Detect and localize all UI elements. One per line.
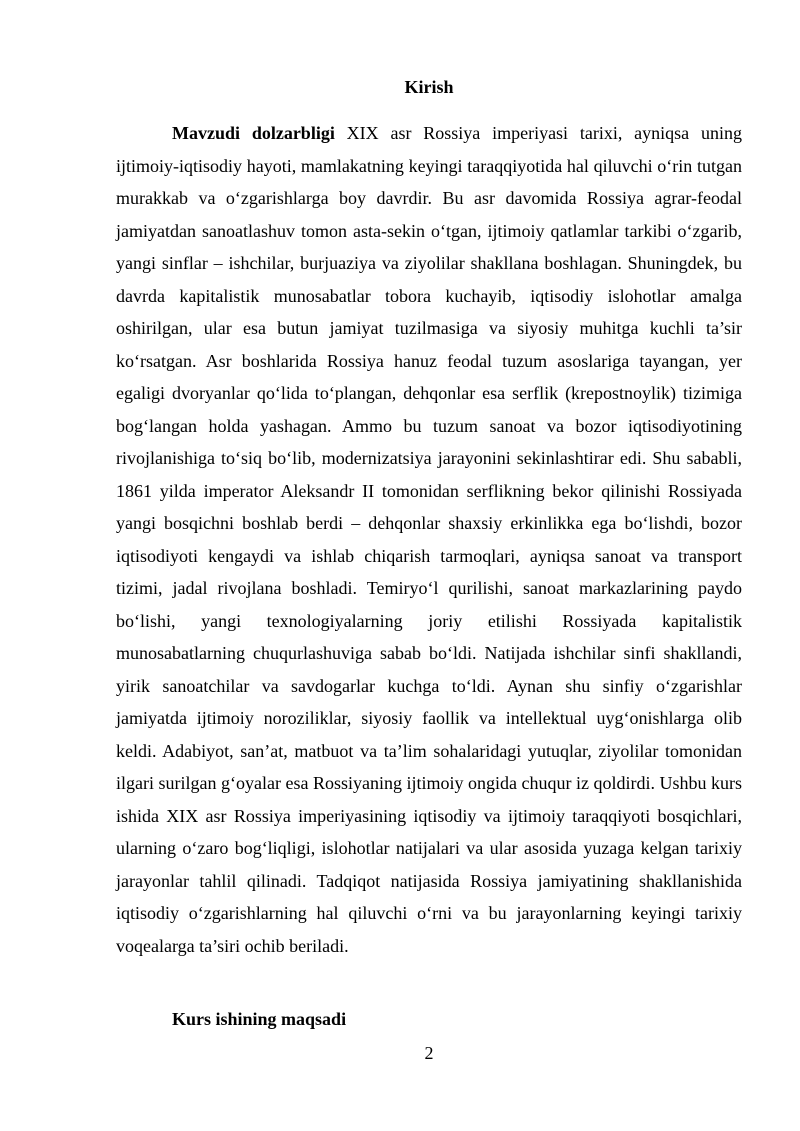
page-number: 2 (424, 1043, 434, 1063)
section-title: Kirish (404, 77, 454, 97)
paragraph-lead: Mavzudi dolzarbligi (172, 123, 335, 143)
body-paragraph (116, 117, 742, 962)
subsection-title: Kurs ishining maqsadi (172, 1009, 347, 1029)
paragraph-text: XIX asr Rossiya imperiyasi tarixi, ayniqsa uning ijtimoiy-iqtisodiy hayoti, mamlakatning keyingi taraqqiyotida hal qiluvchi o‘rin tutgan murakkab va o‘zgarishlarga boy davrdir. Bu asr davomida Rossiya agrar-feodal jamiyatdan sanoatlashuv tomon asta-sekin o‘tgan, ijtimoiy qatlamlar tarkibi o‘zgarib, yangi sinflar – ishchilar, burjuaziya va ziyolilar shakllana boshlagan. Shuningdek, bu davrda kapitalistik munosabatlar tobora kuchayib, iqtisodiy islohotlar amalga oshirilgan, ular esa butun jamiyat tuzilmasiga va siyosiy muhitga kuchli ta’sir ko‘rsatgan. Asr boshlarida Rossiya hanuz feodal tuzum asoslariga tayangan, yer egaligi dvoryanlar qo‘lida to‘plangan, dehqonlar esa serflik (krepostnoylik) tizimiga bog‘langan holda yashagan. Ammo bu tuzum sanoat va bozor iqtisodiyotining rivojlanishiga to‘siq bo‘lib, modernizatsiya jarayonini sekinlashtirar edi. Shu sababli, 1861 yilda imperator Aleksandr II tomonidan serflikning bekor qilinishi Rossiyada yangi bosqichni boshlab berdi – dehqonlar shaxsiy erkinlikka ega bo‘lishdi, bozor iqtisodiyoti kengaydi va ishlab chiqarish tarmoqlari, ayniqsa sanoat va transport tizimi, jadal rivojlana boshladi. Temiryo‘l qurilishi, sanoat markazlarining paydo bo‘lishi, yangi texnologiyalarning joriy etilishi Rossiyada kapitalistik munosabatlarning chuqurlashuviga sabab bo‘ldi. Natijada ishchilar sinfi shakllandi, yirik sanoatchilar va savdogarlar kuchga to‘ldi. Aynan shu sinfiy o‘zgarishlar jamiyatda ijtimoiy noroziliklar, siyosiy faollik va intellektual uyg‘onishlarga olib keldi. Adabiyot, san’at, matbuot va ta’lim sohalaridagi yutuqlar, ziyolilar tomonidan ilgari surilgan g‘oyalar esa Rossiyaning ijtimoiy ongida chuqur iz qoldirdi. Ushbu kurs ishida XIX asr Rossiya imperiyasining iqtisodiy va ijtimoiy taraqqiyoti bosqichlari, ularning o‘zaro bog‘liqligi, islohotlar natijalari va ular asosida yuzaga kelgan tarixiy jarayonlar tahlil qilinadi. Tadqiqot natijasida Rossiya jamiyatining shakllanishida iqtisodiy o‘zgarishlarning hal qiluvchi o‘rni va bu jarayonlarning keyingi tarixiy voqealarga ta’siri ochib beriladi. (116, 123, 742, 956)
